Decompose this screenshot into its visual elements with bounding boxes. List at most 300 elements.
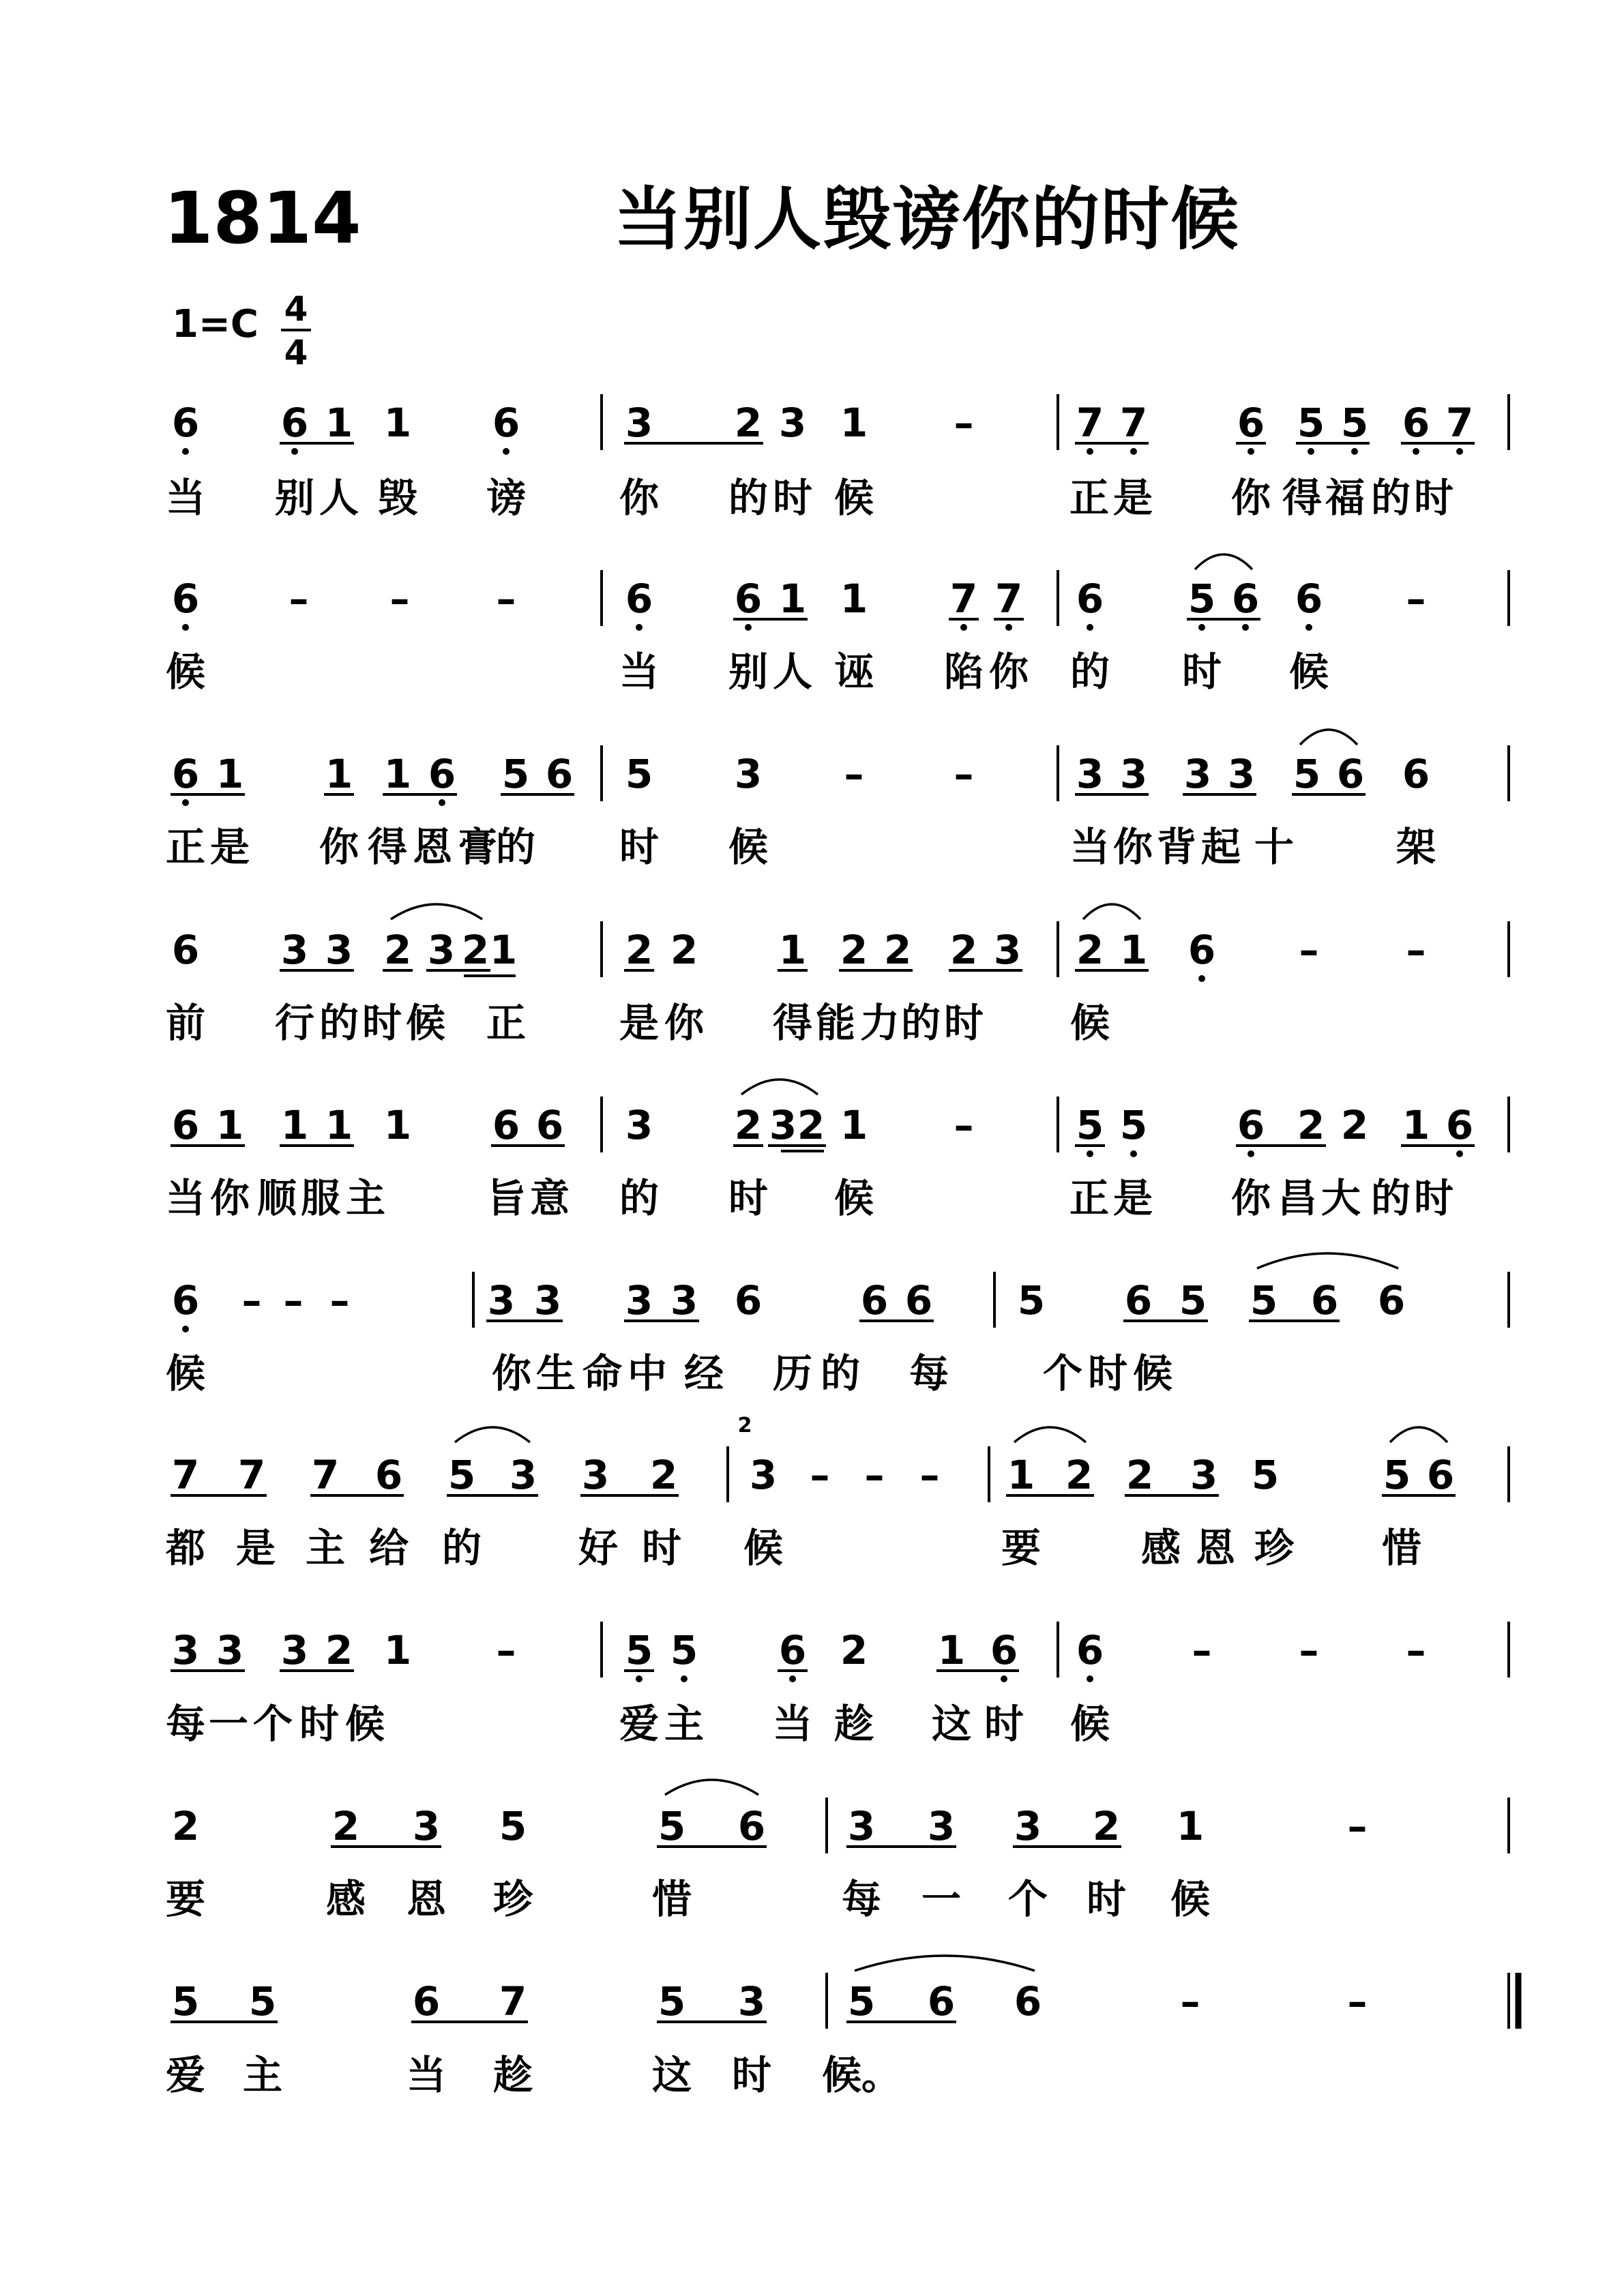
jianpu-note: 3 (1227, 751, 1256, 797)
jianpu-note: 5 (171, 1978, 200, 2025)
lyric-char: 候 (1069, 1701, 1110, 1747)
lyric-char: 谤 (486, 475, 527, 521)
lyric-char: 正 (1069, 475, 1110, 521)
jianpu-note: 3 (1190, 1452, 1218, 1498)
jianpu-note: 2 (1297, 1102, 1325, 1148)
jianpu-note: 1 (1402, 1102, 1430, 1148)
time-signature-top: 4 (281, 292, 311, 331)
jianpu-note: 1 (489, 927, 518, 973)
lyric-char: 感 (1140, 1525, 1181, 1571)
jianpu-note: 6 (374, 1452, 403, 1498)
lyric-char: 服 (300, 1175, 341, 1221)
lyric-char: 架 (1396, 824, 1436, 870)
lower-octave-dot (636, 1675, 643, 1682)
lyric-char: 命 (582, 1350, 623, 1397)
lyric-char: 的 (441, 1525, 482, 1571)
lyric-char: 生 (535, 1350, 576, 1397)
rest-dash: – (1299, 1627, 1319, 1673)
jianpu-note: 2 (734, 400, 763, 446)
lyric-char: 趁 (833, 1701, 874, 1747)
lyric-char: 诬 (833, 648, 874, 695)
jianpu-note: 3 (625, 1277, 653, 1324)
rest-dash: – (1406, 576, 1426, 622)
lower-octave-dot (1242, 624, 1249, 631)
lyric-char: 主 (305, 1525, 346, 1571)
lyric-char: 好 (578, 1525, 619, 1571)
jianpu-note: 3 (533, 1277, 562, 1324)
lyric-char: 昌 (1277, 1175, 1318, 1221)
jianpu-note: 3 (1014, 1803, 1042, 1849)
jianpu-note: 6 (1187, 927, 1216, 973)
jianpu-note: 6 (1237, 1102, 1265, 1148)
jianpu-note: 2 (840, 1627, 868, 1673)
lyric-char: 得 (1282, 475, 1323, 521)
jianpu-note: 5 (1251, 1452, 1280, 1498)
lower-octave-dot (681, 1675, 688, 1682)
jianpu-note: 1 (216, 751, 244, 797)
slur (855, 1956, 1035, 1971)
lyric-char: 你 (1230, 475, 1271, 521)
rest-dash: – (810, 1452, 830, 1498)
jianpu-note: 2 (1076, 927, 1104, 973)
slur (1014, 1427, 1086, 1442)
jianpu-note: 2 (461, 927, 490, 973)
rest-dash: – (496, 576, 516, 622)
jianpu-note: 5 (1017, 1277, 1046, 1324)
jianpu-note: 5 (1297, 400, 1325, 446)
lower-octave-dot (291, 448, 298, 455)
jianpu-note: 3 (737, 1978, 766, 2025)
lyric-char: 正 (165, 824, 206, 870)
jianpu-note: 1 (1176, 1803, 1205, 1849)
lyric-char: 的 (900, 1000, 941, 1046)
rest-dash: – (1192, 1627, 1212, 1673)
lyric-char: 时 (728, 1175, 769, 1221)
jianpu-note: 5 (625, 751, 653, 797)
jianpu-note: 7 (949, 576, 978, 622)
jianpu-note: 5 (625, 1627, 653, 1673)
jianpu-note: 6 (1377, 1277, 1406, 1324)
lyric-char: 要 (1001, 1525, 1042, 1571)
lower-octave-dot (1001, 1675, 1007, 1682)
lyric-char: 爱 (165, 2052, 206, 2098)
lower-octave-dot (1305, 624, 1312, 631)
jianpu-note: 1 (1007, 1452, 1035, 1498)
lyric-char: 爱 (619, 1701, 660, 1747)
lyric-char: 当 (406, 2052, 447, 2098)
rest-dash: – (919, 1452, 940, 1498)
rest-dash: – (389, 576, 410, 622)
jianpu-note: 6 (492, 1102, 520, 1148)
jianpu-note: 7 (311, 1452, 340, 1498)
jianpu-note: 6 (171, 1277, 200, 1324)
lyric-char: 你 (619, 475, 660, 521)
lyric-char: 一 (921, 1876, 962, 1922)
jianpu-note: 6 (778, 1627, 807, 1673)
jianpu-note: 6 (492, 400, 520, 446)
lyric-char: 候 (1288, 648, 1329, 695)
lyric-char: 是 (619, 1000, 660, 1046)
lyric-char: 趁 (492, 2052, 533, 2098)
jianpu-note: 3 (847, 1803, 876, 1849)
key-signature: 1=C (172, 302, 259, 346)
time-signature-bottom: 4 (284, 333, 308, 372)
slur (1300, 730, 1357, 745)
jianpu-note: 1 (383, 1102, 412, 1148)
jianpu-note: 3 (487, 1277, 516, 1324)
jianpu-note: 6 (1076, 1627, 1104, 1673)
slur (665, 1780, 758, 1795)
lower-octave-dot (1456, 1150, 1463, 1157)
rest-dash: – (954, 751, 974, 797)
lyric-char: 候 (1132, 1350, 1173, 1397)
lyric-char: 候 (165, 648, 206, 695)
jianpu-note: 2 (883, 927, 912, 973)
rest-dash: – (864, 1452, 885, 1498)
lyric-char: 是 (1112, 475, 1153, 521)
slur (1195, 554, 1252, 569)
jianpu-note: 6 (1426, 1452, 1455, 1498)
lower-octave-dot (636, 624, 643, 631)
lower-octave-dot (1087, 1675, 1093, 1682)
jianpu-note: 6 (428, 751, 456, 797)
jianpu-note: 3 (509, 1452, 537, 1498)
lyric-char: 候 (728, 824, 769, 870)
jianpu-note: 6 (171, 751, 200, 797)
jianpu-note: 6 (1445, 1102, 1474, 1148)
lyric-char: 时 (1181, 648, 1222, 695)
lower-octave-dot (182, 1326, 189, 1332)
lyric-char: 毁 (377, 475, 418, 521)
lyric-char: 时 (772, 475, 813, 521)
jianpu-note: 6 (904, 1277, 933, 1324)
jianpu-note: 3 (216, 1627, 244, 1673)
lower-octave-dot (1087, 624, 1093, 631)
lyric-char: 一 (208, 1701, 249, 1747)
rest-dash: – (289, 576, 309, 622)
jianpu-note: 2 (734, 1102, 763, 1148)
jianpu-note: 3 (427, 927, 456, 973)
lower-octave-dot (960, 624, 967, 631)
lyric-char: 的 (728, 475, 769, 521)
jianpu-note: 6 (990, 1627, 1018, 1673)
jianpu-note: 1 (383, 1627, 412, 1673)
rest-dash: – (241, 1277, 262, 1324)
small-mark: 2 (737, 1414, 752, 1437)
jianpu-note: 3 (670, 1277, 698, 1324)
lower-octave-dot (1247, 448, 1254, 455)
jianpu-note: 1 (383, 400, 412, 446)
lyric-char: 是 (235, 1525, 276, 1571)
lyric-char: 当 (165, 475, 206, 521)
lyric-char: 当 (165, 1175, 206, 1221)
lyric-char: 正 (486, 1000, 527, 1046)
jianpu-note: 3 (769, 1102, 797, 1148)
jianpu-note: 1 (383, 751, 412, 797)
lyric-char: 你 (319, 824, 359, 870)
lyric-char: 主 (664, 1701, 705, 1747)
lyric-char: 候 (1069, 1000, 1110, 1046)
lyric-char: 人 (319, 475, 359, 521)
jianpu-note: 3 (171, 1627, 200, 1673)
jianpu-note: 2 (649, 1452, 678, 1498)
lyric-char: 人 (772, 648, 813, 695)
rest-dash: – (954, 1102, 974, 1148)
lower-octave-dot (1005, 624, 1012, 631)
rest-dash: – (1180, 1978, 1200, 2025)
jianpu-note: 6 (545, 751, 574, 797)
jianpu-note: 5 (847, 1978, 876, 2025)
lower-octave-dot (1198, 975, 1205, 982)
jianpu-note: 5 (1179, 1277, 1207, 1324)
jianpu-note: 6 (171, 1102, 200, 1148)
lower-octave-dot (1130, 448, 1137, 455)
rest-dash: – (1299, 927, 1319, 973)
jianpu-note: 6 (860, 1277, 889, 1324)
hymn-number: 1814 (164, 177, 361, 260)
lyric-char: 候。 (821, 2052, 902, 2098)
slur (1083, 904, 1140, 919)
lower-octave-dot (182, 799, 189, 806)
jianpu-note: 2 (383, 927, 412, 973)
lyric-char: 惜 (651, 1876, 692, 1922)
jianpu-note: 5 (248, 1978, 277, 2025)
jianpu-note: 1 (325, 751, 353, 797)
lyric-char: 顺 (256, 1175, 297, 1221)
lyric-char: 候 (833, 1175, 874, 1221)
jianpu-note: 6 (737, 1803, 766, 1849)
jianpu-note: 6 (734, 576, 763, 622)
lyric-char: 候 (1170, 1876, 1211, 1922)
lyric-char: 前 (165, 1000, 206, 1046)
lyric-char: 给 (368, 1525, 409, 1571)
jianpu-note: 1 (1119, 927, 1148, 973)
lyric-char: 的 (1370, 1175, 1411, 1221)
jianpu-note: 7 (1445, 400, 1474, 446)
jianpu-note: 5 (670, 1627, 698, 1673)
lyric-char: 当 (619, 648, 660, 695)
jianpu-note: 7 (237, 1452, 266, 1498)
lyric-char: 主 (345, 1175, 386, 1221)
jianpu-note: 6 (1402, 751, 1430, 797)
lyric-char: 个 (252, 1701, 293, 1747)
lyric-char: 时 (943, 1000, 984, 1046)
lyric-char: 时 (299, 1701, 340, 1747)
jianpu-note: 7 (171, 1452, 200, 1498)
jianpu-note: 6 (1310, 1277, 1339, 1324)
lyric-char: 个 (1007, 1876, 1048, 1922)
lyric-char: 别 (274, 475, 315, 521)
jianpu-note: 5 (1119, 1102, 1148, 1148)
hymn-title: 当别人毁谤你的时候 (614, 179, 1240, 259)
lower-octave-dot (1308, 448, 1314, 455)
jianpu-note: 6 (927, 1978, 956, 2025)
lyric-char: 当 (772, 1701, 813, 1747)
jianpu-note: 3 (625, 400, 653, 446)
jianpu-note: 2 (949, 927, 978, 973)
slur (1257, 1253, 1398, 1268)
lyric-char: 背 (1156, 824, 1197, 870)
lower-octave-dot (1247, 1150, 1254, 1157)
lyric-char: 行 (274, 1000, 315, 1046)
lyric-char: 每 (165, 1701, 206, 1747)
jianpu-note: 3 (993, 927, 1022, 973)
lower-octave-dot (439, 799, 445, 806)
slur (1390, 1427, 1447, 1442)
lyric-char: 恩 (1195, 1525, 1236, 1571)
jianpu-note: 6 (1402, 400, 1430, 446)
lower-octave-dot (745, 624, 752, 631)
lower-octave-dot (1351, 448, 1358, 455)
lyric-char: 主 (242, 2052, 283, 2098)
jianpu-note: 6 (1336, 751, 1365, 797)
jianpu-note: 2 (670, 927, 698, 973)
slur (455, 1427, 530, 1442)
jianpu-note: 2 (840, 927, 868, 973)
lyric-char: 的 (1370, 475, 1411, 521)
lyric-char: 当 (1069, 824, 1110, 870)
jianpu-note: 6 (625, 576, 653, 622)
jianpu-note: 6 (171, 927, 200, 973)
rest-dash: – (1406, 1627, 1426, 1673)
lyric-char: 珍 (492, 1876, 533, 1922)
lyric-char: 时 (1087, 1350, 1128, 1397)
jianpu-note: 5 (1383, 1452, 1411, 1498)
jianpu-note: 1 (280, 1102, 309, 1148)
lower-octave-dot (789, 1675, 796, 1682)
lyric-char: 的 (1069, 648, 1110, 695)
lyric-char: 珍 (1254, 1525, 1295, 1571)
jianpu-note: 6 (1295, 576, 1323, 622)
jianpu-note: 5 (1293, 751, 1321, 797)
rest-dash: – (1406, 927, 1426, 973)
jianpu-note: 1 (840, 1102, 868, 1148)
lyric-char: 时 (641, 1525, 682, 1571)
lyric-char: 候 (344, 1701, 385, 1747)
lyric-char: 候 (833, 475, 874, 521)
jianpu-note: 2 (171, 1803, 200, 1849)
jianpu-note: 1 (778, 927, 807, 973)
jianpu-note: 6 (535, 1102, 564, 1148)
lyric-char: 这 (651, 2052, 692, 2098)
rest-dash: – (329, 1277, 350, 1324)
lyric-char: 每 (841, 1876, 882, 1922)
jianpu-note: 5 (658, 1978, 686, 2025)
lyric-char: 时 (1086, 1876, 1127, 1922)
jianpu-note: 6 (171, 576, 200, 622)
jianpu-note: 1 (325, 400, 353, 446)
lyric-char: 旨 (486, 1175, 527, 1221)
slur (391, 904, 482, 919)
lower-octave-dot (1087, 1150, 1093, 1157)
lyric-char: 你 (664, 1000, 705, 1046)
lower-octave-dot (503, 448, 510, 455)
lyric-char: 十 (1254, 824, 1295, 870)
slur (741, 1079, 818, 1094)
jianpu-note: 3 (1076, 751, 1104, 797)
lyric-char: 的 (319, 1000, 359, 1046)
lyric-char: 起 (1200, 824, 1241, 870)
lyric-char: 恩 (412, 824, 453, 870)
jianpu-note: 7 (499, 1978, 527, 2025)
jianpu-note: 2 (1340, 1102, 1369, 1148)
lyric-char: 候 (165, 1350, 206, 1397)
lyric-char: 每 (909, 1350, 949, 1397)
lyric-char: 意 (529, 1175, 570, 1221)
jianpu-note: 6 (1124, 1277, 1153, 1324)
jianpu-note: 2 (1065, 1452, 1093, 1498)
jianpu-note: 3 (1119, 751, 1148, 797)
jianpu-note: 6 (1237, 400, 1265, 446)
jianpu-note: 2 (1125, 1452, 1154, 1498)
jianpu-note: 2 (797, 1102, 825, 1148)
rest-dash: – (1347, 1978, 1368, 2025)
lyric-char: 的 (495, 824, 536, 870)
lyric-char: 你 (491, 1350, 532, 1397)
rest-dash: – (496, 1627, 516, 1673)
lyric-char: 得 (367, 824, 408, 870)
jianpu-note: 7 (1076, 400, 1104, 446)
jianpu-note: 7 (994, 576, 1023, 622)
lyric-char: 膏 (457, 824, 498, 870)
lyric-char: 的 (820, 1350, 861, 1397)
jianpu-note: 3 (927, 1803, 956, 1849)
lyric-char: 中 (627, 1350, 668, 1397)
lyric-char: 你 (209, 1175, 250, 1221)
lyric-char: 力 (859, 1000, 900, 1046)
lyric-char: 候 (405, 1000, 446, 1046)
lyric-char: 要 (165, 1876, 206, 1922)
lyric-char: 是 (1112, 1175, 1153, 1221)
jianpu-note: 3 (325, 927, 353, 973)
jianpu-note: 3 (749, 1452, 778, 1498)
jianpu-note: 5 (1187, 576, 1216, 622)
jianpu-note: 1 (937, 1627, 966, 1673)
jianpu-note: 1 (840, 576, 868, 622)
jianpu-note: 3 (1183, 751, 1212, 797)
lower-octave-dot (1413, 448, 1419, 455)
jianpu-note: 5 (499, 1803, 527, 1849)
jianpu-note: 2 (331, 1803, 360, 1849)
jianpu-note: 7 (1119, 400, 1148, 446)
lyric-char: 得 (772, 1000, 813, 1046)
jianpu-note: 1 (216, 1102, 244, 1148)
jianpu-note: 6 (1014, 1978, 1042, 2025)
jianpu-note: 6 (412, 1978, 441, 2025)
rest-dash: – (283, 1277, 304, 1324)
lyric-char: 时 (984, 1701, 1024, 1747)
lower-octave-dot (182, 448, 189, 455)
lower-octave-dot (1130, 1150, 1137, 1157)
lyric-char: 时 (1413, 1175, 1454, 1221)
lyric-char: 时 (361, 1000, 402, 1046)
jianpu-note: 1 (840, 400, 868, 446)
lyric-char: 陷 (943, 648, 984, 695)
jianpu-note: 5 (1076, 1102, 1104, 1148)
lyric-char: 福 (1325, 475, 1365, 521)
jianpu-note: 3 (280, 1627, 309, 1673)
jianpu-note: 6 (1231, 576, 1260, 622)
jianpu-note: 5 (1250, 1277, 1278, 1324)
lyric-char: 时 (731, 2052, 772, 2098)
lower-octave-dot (1198, 624, 1205, 631)
jianpu-note: 2 (1092, 1803, 1121, 1849)
lyric-char: 都 (165, 1525, 206, 1571)
lyric-char: 是 (209, 824, 250, 870)
rest-dash: – (954, 400, 974, 446)
jianpu-note: 6 (280, 400, 309, 446)
lyric-char: 恩 (406, 1876, 447, 1922)
